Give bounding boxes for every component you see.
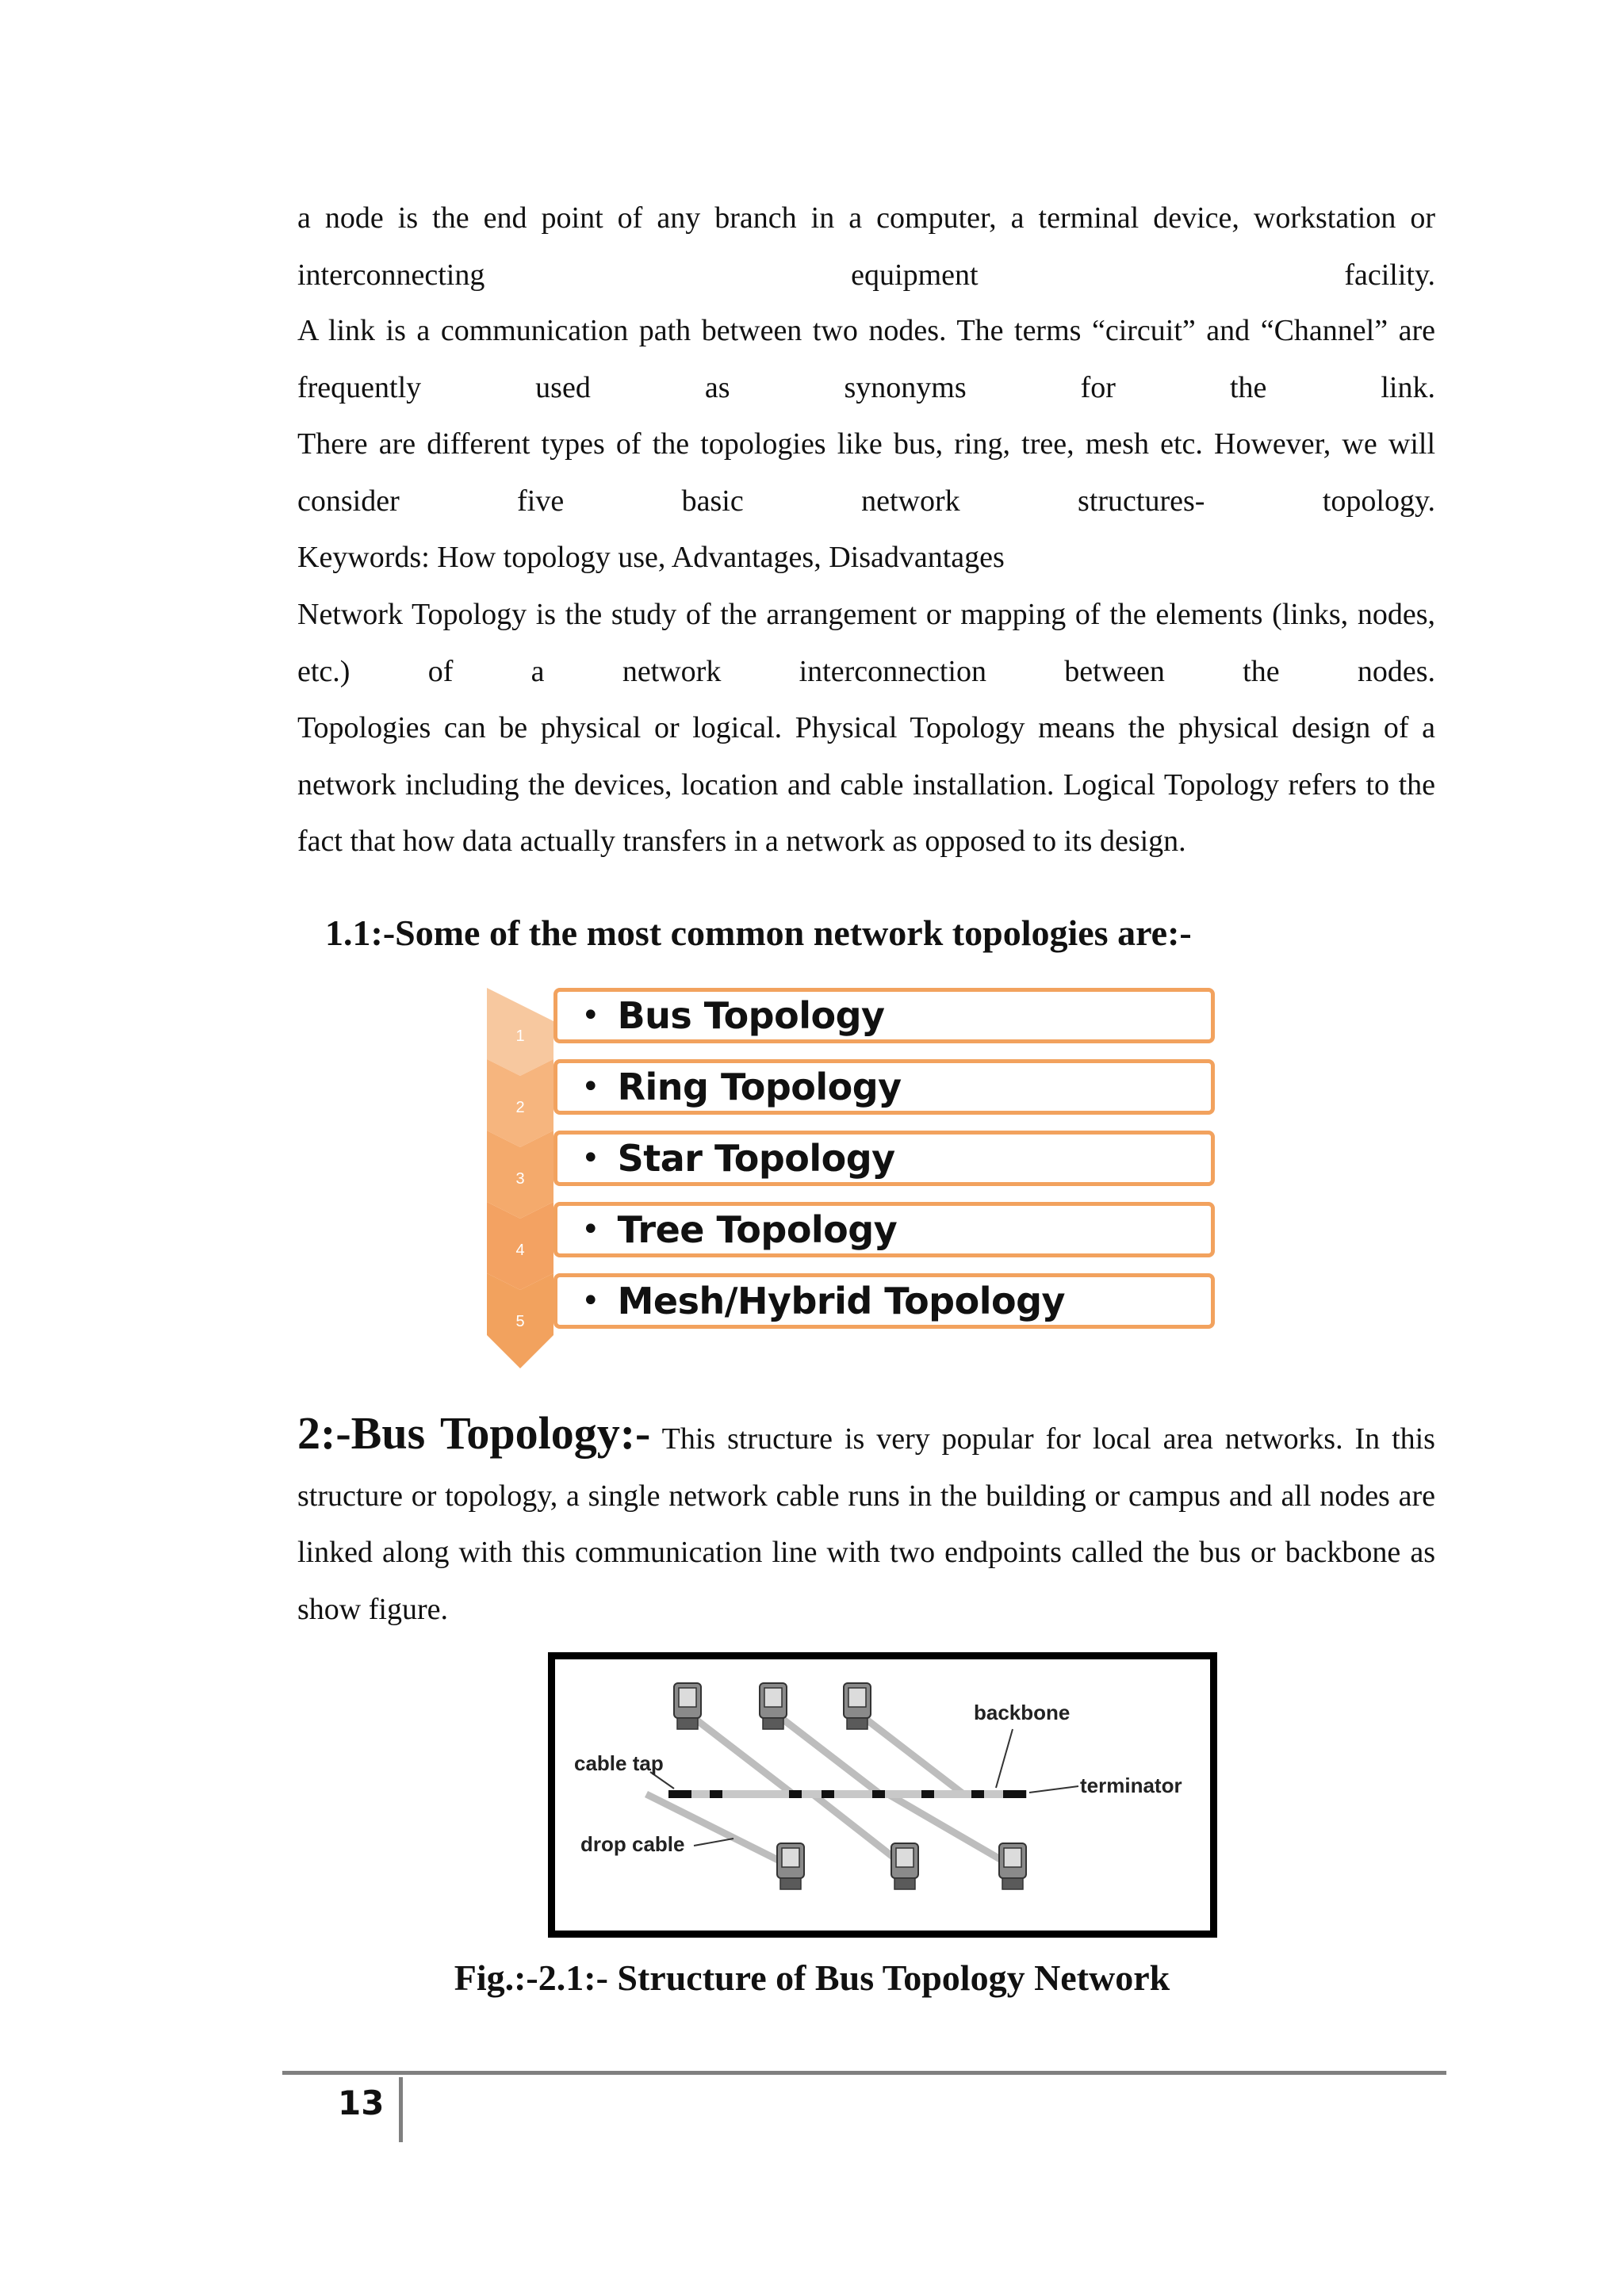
cable-tap bbox=[872, 1790, 885, 1798]
section-heading-1-1: 1.1:-Some of the most common network topologies are:- bbox=[325, 913, 1192, 953]
cable-tap bbox=[921, 1790, 934, 1798]
drop-cable-3 bbox=[860, 1715, 963, 1794]
item-number-4: 4 bbox=[515, 1242, 525, 1259]
cable-tap bbox=[822, 1790, 834, 1798]
cable-tap bbox=[789, 1790, 802, 1798]
figure-caption: Fig.:-2.1:- Structure of Bus Topology Network bbox=[454, 1957, 1170, 1998]
bus-topology-diagram bbox=[555, 1659, 1210, 1931]
list-item-label: Mesh/Hybrid Topology bbox=[617, 1280, 1065, 1322]
paragraph-node-definition: a node is the end point of any branch in a computer, a terminal device, workstation or interconnecting equipment facility. bbox=[297, 201, 1435, 292]
paragraph-topology-types: There are different types of the topologies like bus, ring, tree, mesh etc. However, we will consider five basic network structures- topology. bbox=[297, 427, 1435, 518]
list-item-label: Bus Topology bbox=[617, 994, 885, 1037]
computer-icon bbox=[891, 1843, 918, 1889]
terminator-pointer bbox=[1029, 1786, 1078, 1793]
list-item-tree-topology bbox=[553, 1202, 1215, 1257]
bullet: • bbox=[581, 1069, 600, 1105]
list-item-bus-topology bbox=[553, 988, 1215, 1043]
bullet: • bbox=[581, 997, 600, 1034]
drop-cable-pointer bbox=[694, 1839, 733, 1846]
label-drop-cable: drop cable bbox=[580, 1832, 685, 1856]
list-item-label: Star Topology bbox=[617, 1137, 895, 1180]
computer-icon bbox=[777, 1843, 804, 1889]
list-item-mesh-hybrid-topology bbox=[553, 1273, 1215, 1329]
label-cable-tap: cable tap bbox=[574, 1751, 664, 1775]
item-number-5: 5 bbox=[515, 1313, 525, 1330]
paragraph-network-topology: Network Topology is the study of the arrangement or mapping of the elements (links, nodes, etc.) of a network interconnection between the nodes. bbox=[297, 598, 1435, 688]
list-item-label: Tree Topology bbox=[617, 1208, 898, 1251]
item-number-2: 2 bbox=[515, 1099, 525, 1116]
paragraph-physical-logical: Topologies can be physical or logical. Physical Topology means the physical design of a network including the devices, location and cable installation. Logical Topology refers to the fact that how data actually transfers in a network as opposed to its design. bbox=[297, 711, 1435, 858]
computer-icon bbox=[674, 1683, 701, 1729]
list-item-ring-topology bbox=[553, 1059, 1215, 1115]
label-backbone: backbone bbox=[974, 1701, 1071, 1724]
paragraph-link-definition: A link is a communication path between two nodes. The terms “circuit” and “Channel” are frequently used as synonyms for the link. bbox=[297, 314, 1435, 404]
list-item-label: Ring Topology bbox=[617, 1066, 902, 1108]
paragraph-bus-topology bbox=[297, 1405, 1435, 1638]
item-number-1: 1 bbox=[515, 1027, 525, 1045]
footer-rule bbox=[282, 2071, 1446, 2075]
list-item-star-topology bbox=[553, 1131, 1215, 1186]
drop-cable-5 bbox=[813, 1794, 904, 1866]
bullet: • bbox=[581, 1211, 600, 1248]
item-number-3: 3 bbox=[515, 1170, 525, 1188]
computer-icon bbox=[999, 1843, 1026, 1889]
computer-icon bbox=[760, 1683, 787, 1729]
paragraph-keywords: Keywords: How topology use, Advantages, Disadvantages bbox=[297, 541, 1005, 574]
cable-tap bbox=[710, 1790, 722, 1798]
backbone-pointer bbox=[996, 1729, 1013, 1788]
section-heading-bus-topology: 2:-Bus Topology:- bbox=[297, 1407, 651, 1459]
bullet: • bbox=[581, 1140, 600, 1177]
bus-topology-description: This structure is very popular for local area networks. In this structure or topology, a single network cable runs in the building or campus and all nodes are linked along with this communication line with two endpoints called the bus or backbone as show figure. bbox=[297, 1422, 1435, 1626]
page-number: 13 bbox=[338, 2084, 385, 2122]
bus-topology-figure bbox=[548, 1652, 1217, 1938]
cable-tap bbox=[971, 1790, 984, 1798]
bullet: • bbox=[581, 1283, 600, 1319]
label-terminator: terminator bbox=[1080, 1774, 1182, 1797]
computer-icon bbox=[844, 1683, 871, 1729]
topology-list-diagram bbox=[487, 988, 1216, 1368]
